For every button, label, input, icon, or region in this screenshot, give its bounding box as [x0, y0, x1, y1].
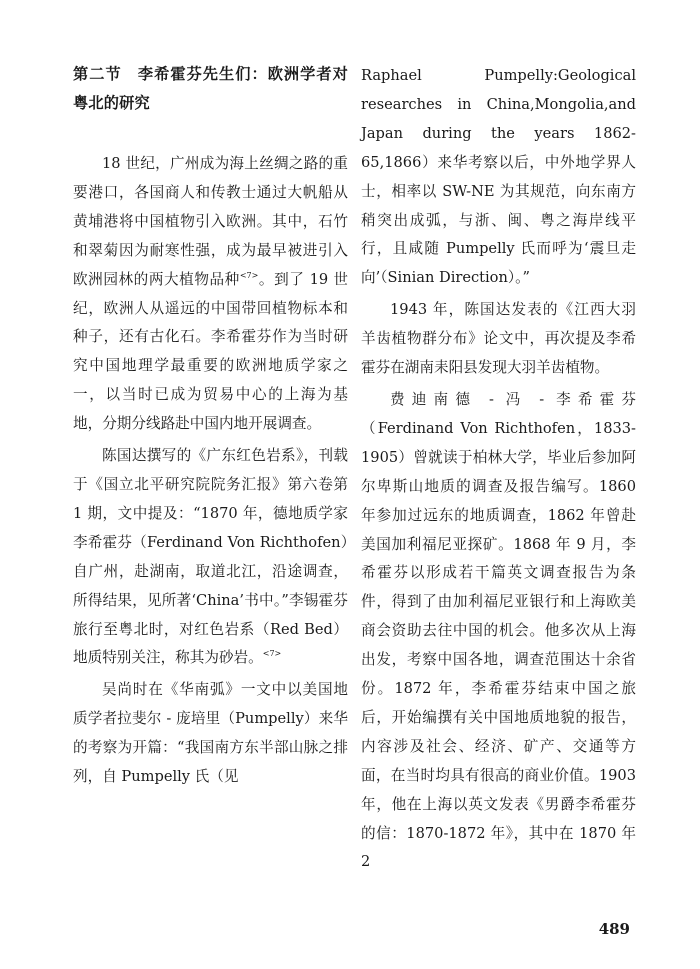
- footnote-ref-1: <7>: [239, 270, 259, 280]
- left-paragraph-2: [73, 442, 348, 673]
- right-paragraph-3: 费迪南德 - 冯 - 李希霍芬（Ferdinand Von Richthofen，1833-1905）曾就读于柏林大学，毕业后参加阿尔卑斯山地质的调查及报告编写。1860 年参加过远东的地质调查，1862 年曾赴美国加利福尼亚探矿。1868 年 9 月，李希霍芬以形成若干篇英文调查报告为条件，得到了由加利福尼亚银行和上海欧美商会资助去往中国的机会。他多次从上海出发，考察中国各地，调查范围达十余省份。1872 年，李希霍芬结束中国之旅后，开始编撰有关中国地质地貌的报告，内容涉及社会、经济、矿产、交通等方面，在当时均具有很高的商业价值。1903 年，他在上海以英文发表《男爵李希霍芬的信：1870-1872 年》，其中在 1870 年 2: [361, 390, 636, 871]
- right-column: [361, 62, 636, 880]
- section-heading: 第二节 李希霍芬先生们：欧洲学者对粤北的研究: [73, 65, 348, 112]
- left-p2-text: 陈国达撰写的《广东红色岩系》，刊载于《国立北平研究院院务汇报》第六卷第 1 期，文中提及：“1870 年，德地质学家李希霍芬（Ferdinand Von Richthofen）自广州，赴湖南，取道北江，沿途调查，所得结果，见所著‘China’书中。”李锡霍芬旅行至粤北时，对红色岩系（Red Bed）地质特别关注，称其为砂岩。: [73, 447, 348, 667]
- left-paragraph-1: [73, 150, 348, 439]
- left-column: [73, 60, 348, 795]
- footnote-ref-2: <7>: [262, 649, 282, 659]
- left-p1-text: 18 世纪，广州成为海上丝绸之路的重要港口，各国商人和传教士通过大帆船从黄埔港将中国植物引入欧洲。其中，石竹和翠菊因为耐寒性强，成为最早被进引入欧洲园林的两大植物品种: [73, 155, 348, 288]
- page-number: 489: [598, 920, 630, 938]
- left-paragraph-3: 吴尚时在《华南弧》一文中以美国地质学者拉斐尔 - 庞培里（Pumpelly）来华的考察为开篇：“我国南方东半部山脉之排列，自 Pumpelly 氏（见: [73, 681, 348, 786]
- left-p1-rest: 。到了 19 世纪，欧洲人从遥远的中国带回植物标本和种子，还有古化石。李希霍芬作为当时研究中国地理学最重要的欧洲地质学家之一，以当时已成为贸易中心的上海为基地，分期分线路赴中国内地开展调查。: [73, 270, 348, 433]
- right-paragraph-1: Raphael Pumpelly:Geological researches in China,Mongolia,and Japan during the years 1862-65,1866）来华考察以后，中外地学界人士，相率以 SW-NE 为其规范，向东南方稍突出成弧，与浙、闽、粤之海岸线平行，且咸随 Pumpelly 氏而呼为‘震旦走向’（Sinian Direction）。”: [361, 67, 636, 287]
- right-paragraph-2: 1943 年，陈国达发表的《江西大羽羊齿植物群分布》论文中，再次提及李希霍芬在湖南耒阳县发现大羽羊齿植物。: [361, 301, 636, 377]
